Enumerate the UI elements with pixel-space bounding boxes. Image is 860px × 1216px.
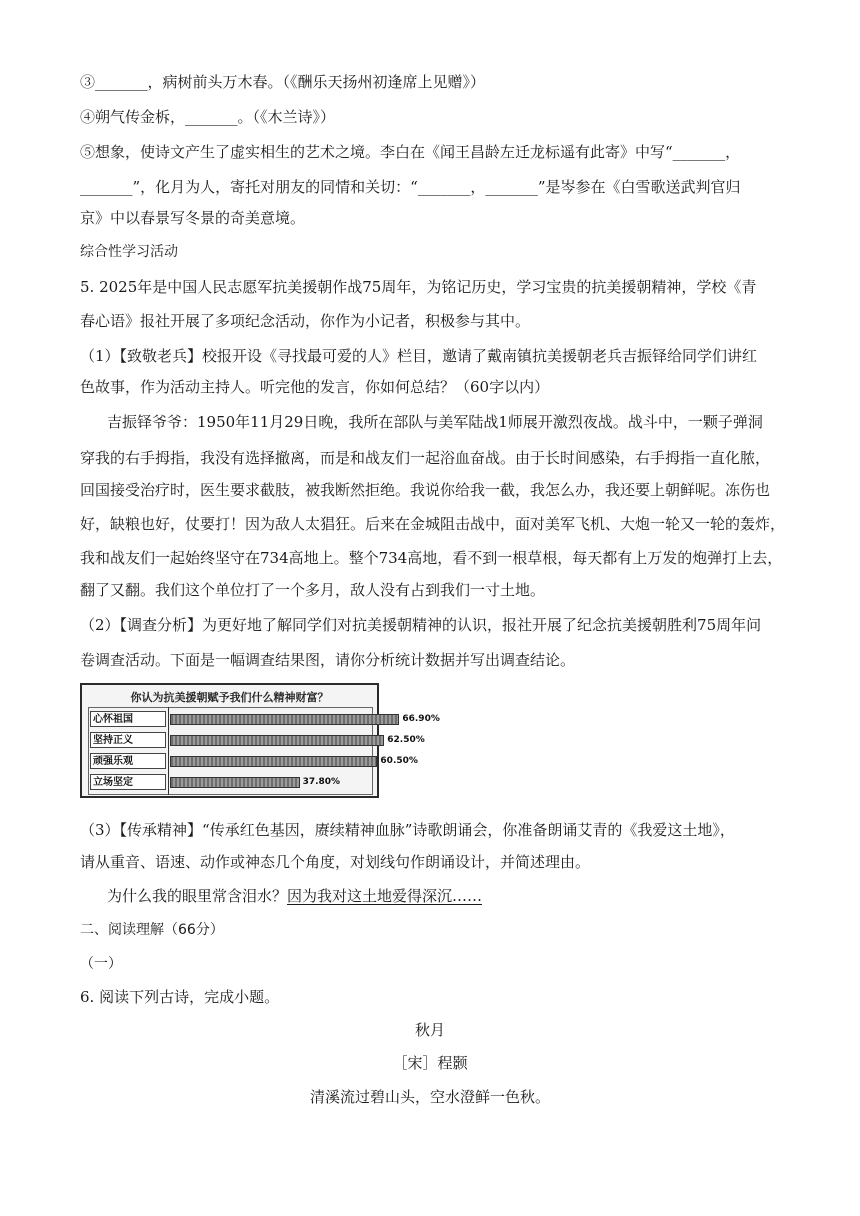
chart-category-label: 坚持正义 (90, 732, 166, 748)
section-heading: 综合性学习活动 (80, 244, 178, 260)
chart-value-label: 37.80% (302, 777, 341, 787)
poem-title: 秋月 (414, 1021, 445, 1039)
passage-line: 吉振铎爷爷：1950年11月29日晚，我所在部队与美军陆战1师展开激烈夜战。战斗中，一颗子弹洞 (107, 413, 763, 431)
underlined-sentence: 因为我对这土地爱得深沉…… (287, 887, 483, 905)
chart-bar (170, 735, 384, 746)
chart-category-label: 立场坚定 (90, 774, 166, 790)
section-heading: 二、阅读理解（66分） (80, 922, 224, 938)
passage-line: 好，缺粮也好，仗要打！因为敌人太猖狂。后来在金城阻击战中，面对美军飞机、大炮一轮又一轮的轰炸， (80, 515, 786, 533)
poem-line (107, 886, 790, 906)
poem-question: 为什么我的眼里常含泪水？ (107, 887, 288, 905)
chart-bar (170, 714, 399, 725)
text-line: 春心语》报社开展了多项纪念活动，你作为小记者，积极参与其中。 (80, 312, 531, 330)
chart-value-label: 62.50% (387, 735, 425, 745)
chart-value-label: 66.90% (402, 714, 440, 724)
passage-line: 翻了又翻。我们这个单位打了一个多月，敌人没有占到我们一寸土地。 (80, 581, 546, 599)
chart-axis (168, 707, 169, 795)
question-5-3: （3）【传承精神】“传承红色基因，赓续精神血脉”诗歌朗诵会，你准备朗诵艾青的《我爱这土地》， (80, 821, 735, 839)
subsection-label: （一） (80, 956, 122, 972)
text-line: ③_______，病树前头万木春。（《酬乐天扬州初逢席上见赠》） (80, 73, 486, 91)
passage-line: 我和战友们一起始终坚守在734高地上。整个734高地，看不到一根草根，每天都有上万发的炮弹打上去， (80, 549, 783, 567)
text-line: _______”，化月为人，寄托对朋友的同情和关切：“_______，_______”是岑参在《白雪歌送武判官归 (80, 178, 741, 196)
question-5-2: （2）【调查分析】为更好地了解同学们对抗美援朝精神的认识，报社开展了纪念抗美援朝胜利75周年问 (80, 616, 762, 634)
passage-line: 穿我的右手拇指，我没有选择撤离，而是和战友们一起浴血奋战。由于长时间感染，右手拇指一直化脓， (80, 449, 771, 467)
text-line: 色故事，作为活动主持人。听完他的发言，你如何总结？（60字以内） (80, 378, 550, 396)
text-line: ⑤想象，使诗文产生了虚实相生的艺术之境。李白在《闻王昌龄左迁龙标遥有此寄》中写“_______， (80, 143, 741, 161)
survey-chart (80, 683, 440, 798)
question-5: 5. 2025年是中国人民志愿军抗美援朝作战75周年，为铭记历史，学习宝贵的抗美援朝精神，学校《青 (80, 278, 757, 296)
chart-title: 你认为抗美援朝赋予我们什么精神财富？ (130, 691, 329, 704)
chart-value-label: 60.50% (380, 756, 418, 766)
question-6: 6. 阅读下列古诗，完成小题。 (80, 988, 280, 1006)
question-5-1: （1）【致敬老兵】校报开设《寻找最可爱的人》栏目，邀请了戴南镇抗美援朝老兵吉振铎给同学们讲红 (80, 347, 758, 365)
text-line: ④朔气传金柝，_______。（《木兰诗》） (80, 108, 336, 126)
passage-line: 回国接受治疗时，医生要求截肢，被我断然拒绝。我说你给我一截，我怎么办，我还要上朝鲜呢。冻伤也 (80, 481, 771, 499)
chart-bar (170, 756, 377, 767)
poem-verse: 清溪流过碧山头，空水澄鲜一色秋。 (309, 1088, 550, 1106)
chart-category-label: 心怀祖国 (90, 711, 166, 727)
text-line: 请从重音、语速、动作或神态几个角度，对划线句作朗诵设计，并简述理由。 (80, 853, 591, 871)
chart-category-label: 顽强乐观 (90, 753, 166, 769)
chart-bar (170, 777, 300, 788)
text-line: 京》中以春景写冬景的奇美意境。 (80, 209, 306, 227)
poem-author: ［宋］程颢 (392, 1054, 468, 1072)
text-line: 卷调查活动。下面是一幅调查结果图，请你分析统计数据并写出调查结论。 (80, 651, 576, 669)
